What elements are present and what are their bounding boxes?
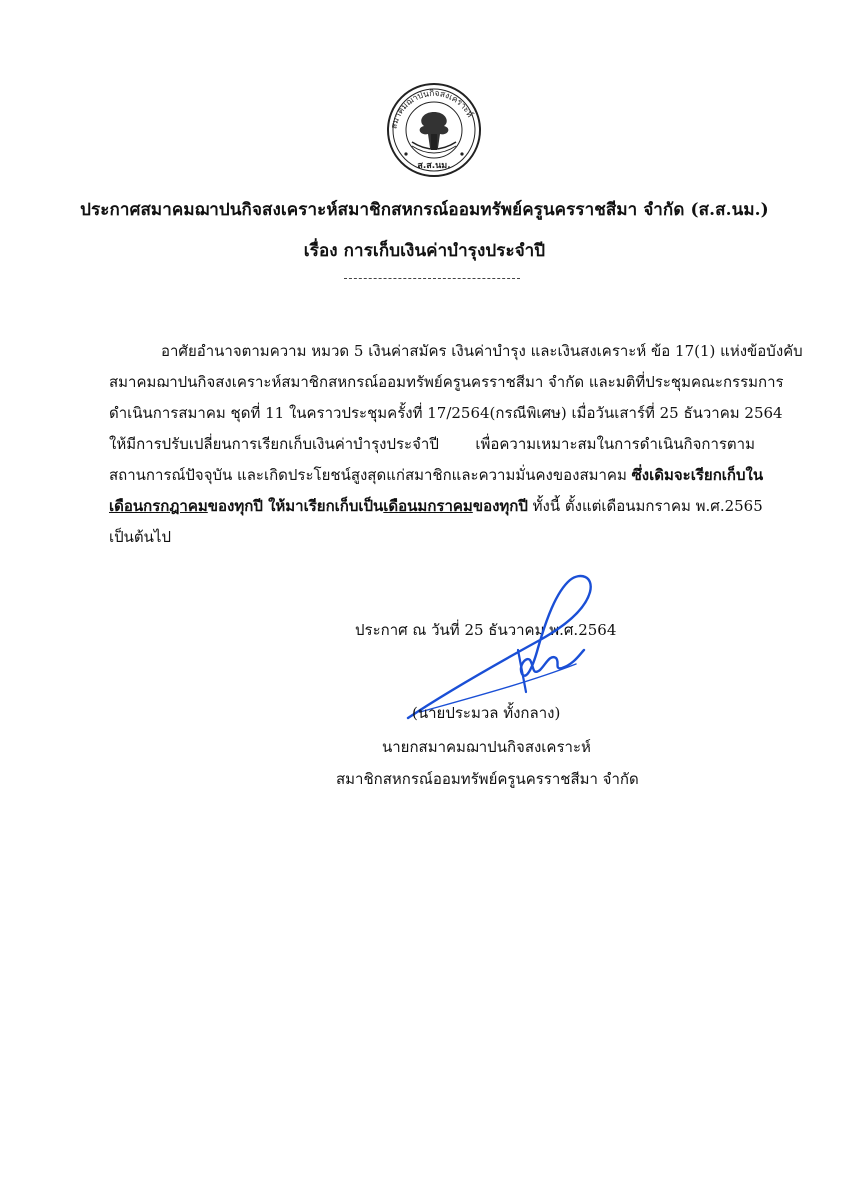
body-text: ทั้งนี้ ตั้งแต่เดือนมกราคม พ.ศ.2565 bbox=[527, 497, 763, 515]
announcement-subject: เรื่อง การเก็บเงินค่าบำรุงประจำปี bbox=[303, 241, 546, 261]
body-line-1: อาศัยอำนาจตามความ หมวด 5 เงินค่าสมัคร เงินค่าบำรุง และเงินสงเคราะห์ ข้อ 17(1) แห่งข้อบังคับ bbox=[161, 342, 803, 360]
body-emphasis: ของทุกปี ให้มาเรียกเก็บเป็น bbox=[207, 497, 384, 515]
association-seal-logo bbox=[382, 82, 486, 178]
body-line-3: ดำเนินการสมาคม ชุดที่ 11 ในคราวประชุมครั้งที่ 17/2564(กรณีพิเศษ) เมื่อวันเสาร์ที่ 25 ธันวาคม 2564 bbox=[109, 404, 783, 422]
signer-organization: สมาชิกสหกรณ์ออมทรัพย์ครูนครราชสีมา จำกัด bbox=[336, 770, 639, 788]
announcement-title: ประกาศสมาคมฌาปนกิจสงเคราะห์สมาชิกสหกรณ์ออมทรัพย์ครูนครราชสีมา จำกัด (ส.ส.นม.) bbox=[80, 200, 769, 220]
body-line-7: เป็นต้นไป bbox=[109, 528, 171, 546]
body-text: สถานการณ์ปัจจุบัน และเกิดประโยชน์สูงสุดแก่สมาชิกและความมั่นคงของสมาคม bbox=[109, 466, 632, 484]
signer-name: (นายประมวล ทั้งกลาง) bbox=[412, 704, 561, 722]
body-line-4: ให้มีการปรับเปลี่ยนการเรียกเก็บเงินค่าบำรุงประจำปี เพื่อความเหมาะสมในการดำเนินกิจการตาม bbox=[109, 435, 755, 453]
new-month-january: เดือนมกราคม bbox=[383, 497, 473, 515]
announcement-date: ประกาศ ณ วันที่ 25 ธันวาคม พ.ศ.2564 bbox=[355, 621, 617, 639]
body-line-2: สมาคมฌาปนกิจสงเคราะห์สมาชิกสหกรณ์ออมทรัพย์ครูนครราชสีมา จำกัด และมติที่ประชุมคณะกรรมการ bbox=[109, 373, 784, 391]
body-line-5 bbox=[109, 460, 764, 491]
old-month-july: เดือนกรกฎาคม bbox=[109, 497, 208, 515]
body-line-6 bbox=[109, 491, 763, 522]
svg-text:สมาคมฌาปนกิจสงเคราะห์: สมาคมฌาปนกิจสงเคราะห์ bbox=[389, 88, 475, 130]
announcement-body bbox=[109, 336, 803, 553]
handwritten-signature bbox=[380, 570, 610, 720]
svg-text:ส.ส.นม.: ส.ส.นม. bbox=[417, 161, 451, 171]
body-emphasis: ซึ่งเดิมจะเรียกเก็บใน bbox=[631, 466, 764, 484]
body-emphasis: ของทุกปี bbox=[472, 497, 528, 515]
title-divider bbox=[344, 278, 520, 279]
signer-position: นายกสมาคมฌาปนกิจสงเคราะห์ bbox=[382, 738, 591, 756]
